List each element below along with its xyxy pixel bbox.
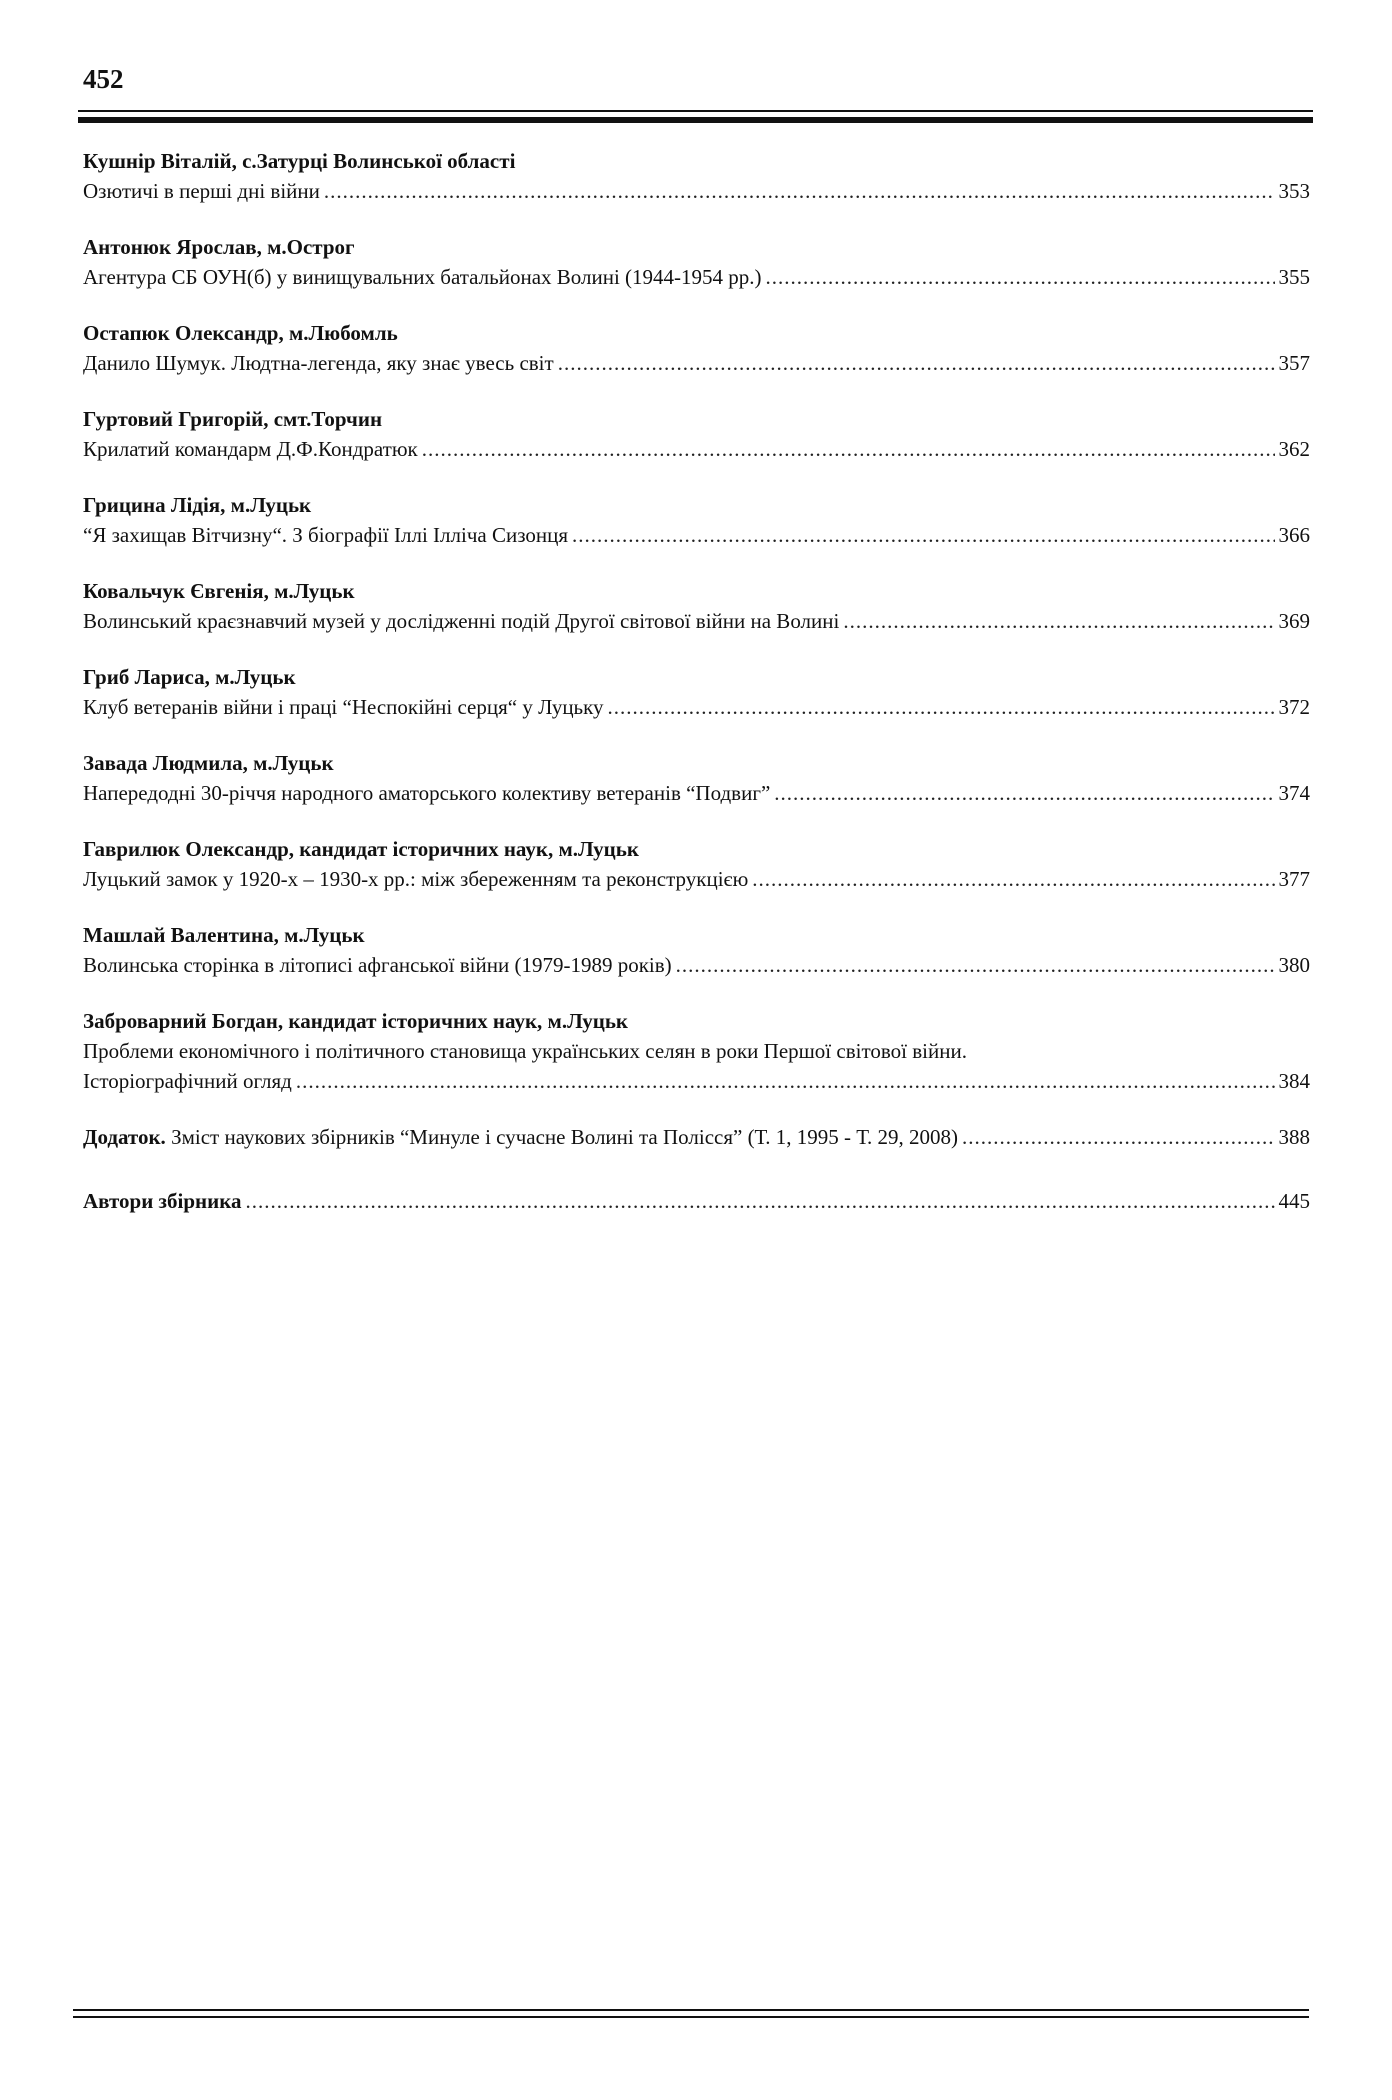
entry-author: Кушнір Віталій, с.Затурці Волинської області: [83, 149, 516, 173]
toc-entry: [83, 748, 1310, 808]
dot-leader: [296, 1066, 1275, 1096]
entry-line: [83, 348, 1310, 378]
dot-leader: [558, 348, 1275, 378]
dot-leader: [572, 520, 1274, 550]
entry-author: Гуртовий Григорій, смт.Торчин: [83, 407, 383, 431]
entry-title: Волинська сторінка в літописі афганської війни (1979-1989 років): [83, 953, 672, 977]
entry-line: [83, 1186, 1310, 1216]
dot-leader: [962, 1122, 1275, 1152]
toc-entry: [83, 404, 1310, 464]
page-number: 452: [83, 64, 124, 94]
authors-label: Автори збірника: [83, 1189, 242, 1213]
dot-leader: [843, 606, 1274, 636]
entry-title: Агентура СБ ОУН(б) у винищувальних батальйонах Волині (1944-1954 рр.): [83, 265, 762, 289]
toc-entry: [83, 834, 1310, 894]
entry-line: [83, 262, 1310, 292]
toc-entry: [83, 146, 1310, 206]
dot-leader: [422, 434, 1275, 464]
entry-page: 366: [1278, 523, 1310, 547]
dot-leader: [774, 778, 1274, 808]
entry-line: [83, 692, 1310, 722]
table-of-contents: [83, 146, 1310, 1250]
entry-line: [83, 950, 1310, 980]
entry-page: 374: [1278, 781, 1310, 805]
authors-text: [83, 1186, 241, 1216]
entry-line: [83, 778, 1310, 808]
appendix-text: [83, 1122, 958, 1152]
dot-leader: [608, 692, 1275, 722]
appendix-label: Додаток.: [83, 1125, 166, 1149]
toc-entry: [83, 232, 1310, 292]
entry-title: Луцький замок у 1920-х – 1930-х рр.: між збереженням та реконструкцією: [83, 867, 749, 891]
appendix-entry: [83, 1122, 1310, 1152]
entry-title: Крилатий командарм Д.Ф.Кондратюк: [83, 437, 418, 461]
entry-page: 353: [1278, 179, 1310, 203]
entry-title: Напередодні 30-річчя народного аматорського колективу ветеранів “Подвиг”: [83, 781, 771, 805]
dot-leader: [324, 176, 1275, 206]
entry-author: Остапюк Олександр, м.Любомль: [83, 321, 398, 345]
entry-title-line-1: Проблеми економічного і політичного становища українських селян в роки Першої світової війни.: [83, 1039, 967, 1063]
entry-line: [83, 864, 1310, 894]
entry-line: [83, 1122, 1310, 1152]
toc-entry: [83, 1006, 1310, 1096]
authors-entry: [83, 1186, 1310, 1216]
entry-title: Озютичі в перші дні війни: [83, 179, 320, 203]
entry-title: Клуб ветеранів війни і праці “Неспокійні серця“ у Луцьку: [83, 695, 604, 719]
dot-leader: [752, 864, 1274, 894]
entry-author: Заброварний Богдан, кандидат історичних наук, м.Луцьк: [83, 1009, 629, 1033]
dot-leader: [766, 262, 1275, 292]
entry-title: Волинський краєзнавчий музей у дослідженні подій Другої світової війни на Волині: [83, 609, 840, 633]
toc-entry: [83, 576, 1310, 636]
entry-line: [83, 434, 1310, 464]
entry-page: 369: [1278, 609, 1310, 633]
entry-author: Ковальчук Євгенія, м.Луцьк: [83, 579, 355, 603]
toc-entry: [83, 920, 1310, 980]
footer-rule: [73, 2009, 1309, 2011]
entry-page: 362: [1278, 437, 1310, 461]
dot-leader: [676, 950, 1275, 980]
entry-page: 372: [1278, 695, 1310, 719]
entry-author: Грицина Лідія, м.Луцьк: [83, 493, 312, 517]
entry-page: 445: [1278, 1189, 1310, 1213]
appendix-title: Зміст наукових збірників “Минуле і сучасне Волині та Полісся” (Т. 1, 1995 - Т. 29, 2008): [165, 1125, 958, 1149]
header-rule-thick: [78, 117, 1313, 123]
entry-author: Гриб Лариса, м.Луцьк: [83, 665, 296, 689]
entry-author: Завада Людмила, м.Луцьк: [83, 751, 334, 775]
entry-line: [83, 176, 1310, 206]
entry-line: [83, 1066, 1310, 1096]
entry-page: 384: [1278, 1069, 1310, 1093]
entry-page: 355: [1278, 265, 1310, 289]
toc-entry: [83, 662, 1310, 722]
footer-rule: [73, 2016, 1309, 2018]
entry-title: “Я захищав Вітчизну“. З біографії Іллі Ілліча Сизонця: [83, 523, 569, 547]
entry-page: 380: [1278, 953, 1310, 977]
toc-entry: [83, 490, 1310, 550]
entry-page: 377: [1278, 867, 1310, 891]
entry-author: Машлай Валентина, м.Луцьк: [83, 923, 365, 947]
entry-author: Гаврилюк Олександр, кандидат історичних наук, м.Луцьк: [83, 837, 639, 861]
toc-entry: [83, 318, 1310, 378]
entry-line: [83, 520, 1310, 550]
entry-author: Антонюк Ярослав, м.Острог: [83, 235, 355, 259]
entry-page: 388: [1278, 1125, 1310, 1149]
entry-page: 357: [1278, 351, 1310, 375]
entry-line: [83, 606, 1310, 636]
entry-title-line-2: Історіографічний огляд: [83, 1069, 292, 1093]
entry-title: Данило Шумук. Людтна-легенда, яку знає увесь світ: [83, 351, 554, 375]
header-rule-thin: [78, 110, 1313, 112]
dot-leader: [245, 1186, 1274, 1216]
